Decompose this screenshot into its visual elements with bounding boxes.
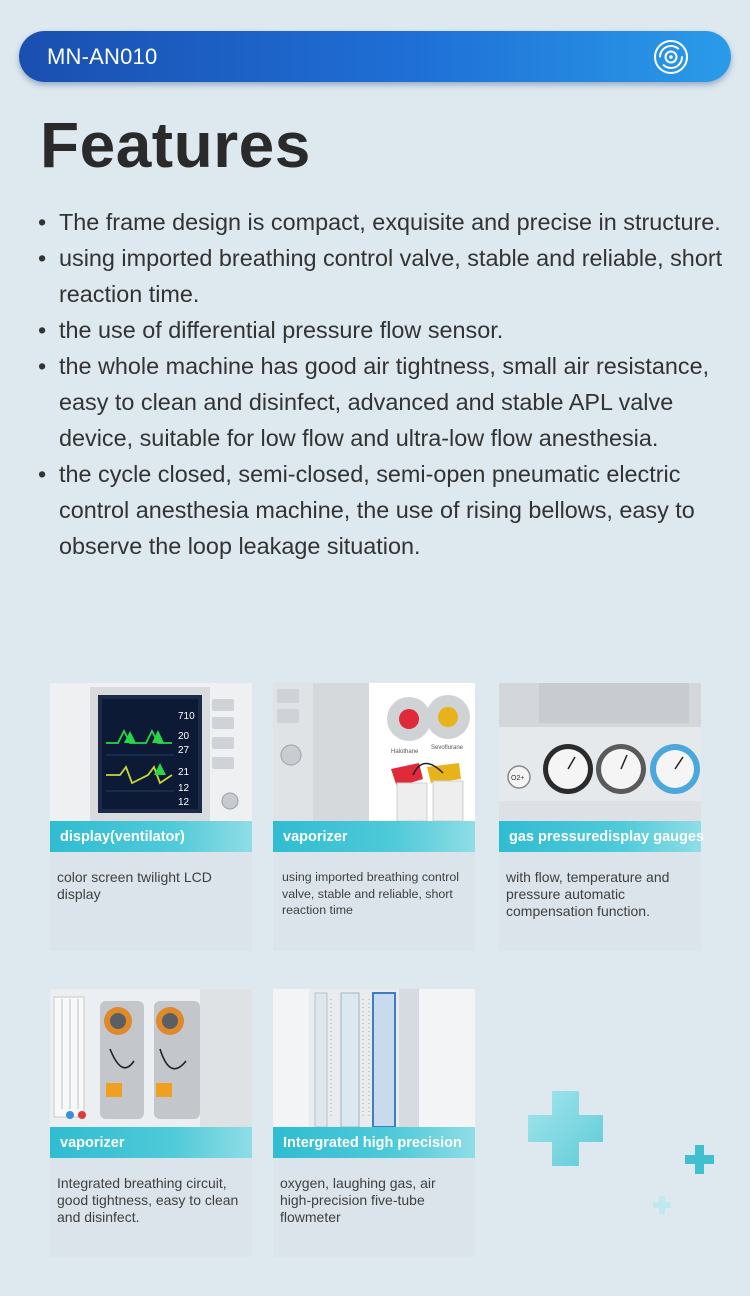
feature-list xyxy=(38,204,728,564)
feature-item: • The frame design is compact, exquisite and precise in structure. xyxy=(38,204,728,240)
card-label: display(ventilator) xyxy=(50,821,252,852)
feature-card-vaporizer xyxy=(273,683,475,951)
target-icon xyxy=(653,39,689,75)
feature-item: • the whole machine has good air tightness, small air resistance, easy to clean and disinfect, advanced and stable APL valve device, suitable for low flow and ultra-low flow anesthesia. xyxy=(38,348,728,456)
feature-card-gauges xyxy=(499,683,705,951)
card-description: using imported breathing control valve, stable and reliable, short reaction time xyxy=(273,852,475,951)
model-header-bar xyxy=(19,31,731,82)
gauge-port-label: O2+ xyxy=(511,775,525,782)
feature-card-flowmeter xyxy=(273,989,475,1257)
screen-value: 710 xyxy=(178,711,195,722)
medical-cross-icon xyxy=(685,1145,714,1174)
medical-cross-icon xyxy=(653,1196,671,1214)
card-label: Intergrated high precision xyxy=(273,1127,475,1158)
feature-item: • using imported breathing control valve, stable and reliable, short reaction time. xyxy=(38,240,728,312)
feature-item: • the use of differential pressure flow sensor. xyxy=(38,312,728,348)
model-name: MN-AN010 xyxy=(47,43,158,69)
card-label: vaporizer xyxy=(50,1127,252,1158)
pressure-gauges-photo xyxy=(499,683,701,821)
card-label: gas pressuredisplay gauges xyxy=(499,821,701,852)
medical-cross-icon xyxy=(526,1089,605,1168)
screen-value: 21 xyxy=(178,767,190,778)
screen-value: 12 xyxy=(178,797,190,808)
feature-card-breathing-circuit xyxy=(50,989,252,1257)
feature-item: • the cycle closed, semi-closed, semi-open pneumatic electric control anesthesia machine, the use of rising bellows, easy to observe the loop leakage situation. xyxy=(38,456,728,564)
vaporizer-agent-label: Halothane xyxy=(391,749,419,755)
screen-value: 27 xyxy=(178,745,190,756)
card-description: Integrated breathing circuit, good tightness, easy to clean and disinfect. xyxy=(50,1158,252,1257)
vaporizer-photo xyxy=(273,683,475,821)
screen-value: 20 xyxy=(178,731,190,742)
page-title: Features xyxy=(40,109,311,181)
breathing-circuit-photo xyxy=(50,989,252,1127)
card-label: vaporizer xyxy=(273,821,475,852)
feature-card-display xyxy=(50,683,252,951)
flowmeter-photo xyxy=(273,989,475,1127)
card-description: color screen twilight LCD display xyxy=(50,852,252,951)
screen-value: 12 xyxy=(178,783,190,794)
ventilator-display-photo xyxy=(50,683,252,821)
card-description: oxygen, laughing gas, air high-precision five-tube flowmeter xyxy=(273,1158,475,1257)
card-description: with flow, temperature and pressure automatic compensation function. xyxy=(499,852,701,951)
vaporizer-agent-label: Sevoflurane xyxy=(431,745,464,751)
